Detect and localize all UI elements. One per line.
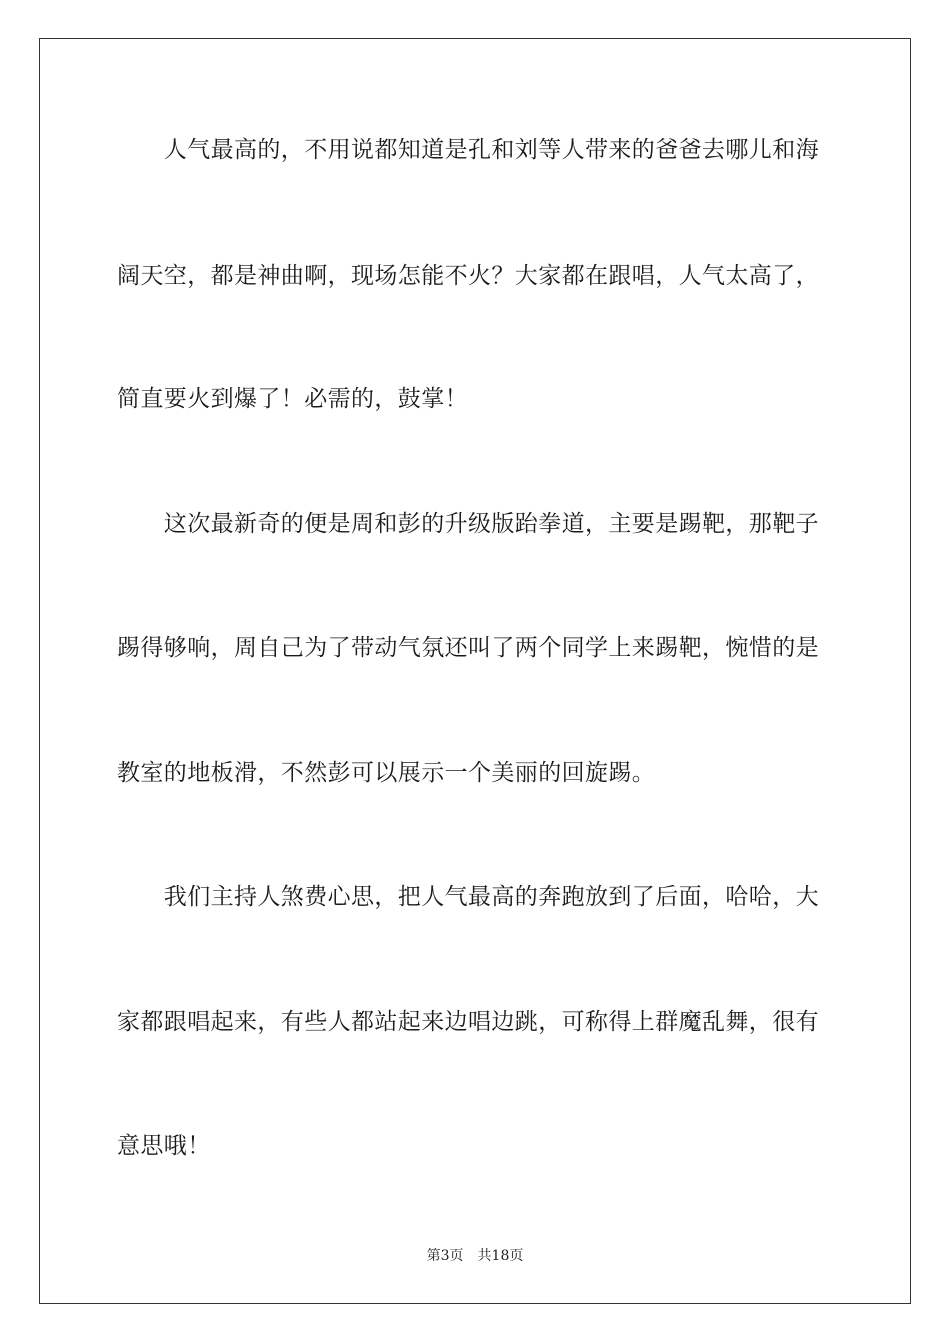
text-line: 阔天空，都是神曲啊，现场怎能不火？大家都在跟唱，人气太高了，	[117, 263, 819, 289]
text-line: 教室的地板滑，不然彭可以展示一个美丽的回旋踢。	[117, 760, 656, 786]
page-number: 第3页	[426, 1248, 464, 1264]
page-border	[39, 38, 911, 1304]
text-line: 意思哦！	[117, 1133, 211, 1159]
text-line: 简直要火到爆了！必需的，鼓掌！	[117, 386, 468, 412]
text-line: 我们主持人煞费心思，把人气最高的奔跑放到了后面，哈哈，大	[117, 884, 819, 910]
page-total: 共18页	[477, 1248, 524, 1264]
text-line: 家都跟唱起来，有些人都站起来边唱边跳，可称得上群魔乱舞，很有	[117, 1009, 819, 1035]
text-line: 踢得够响，周自己为了带动气氛还叫了两个同学上来踢靶，惋惜的是	[117, 635, 819, 661]
text-line: 这次最新奇的便是周和彭的升级版跆拳道，主要是踢靶，那靶子	[117, 511, 819, 537]
page-footer	[0, 1247, 950, 1265]
text-line: 人气最高的，不用说都知道是孔和刘等人带来的爸爸去哪儿和海	[117, 137, 819, 163]
